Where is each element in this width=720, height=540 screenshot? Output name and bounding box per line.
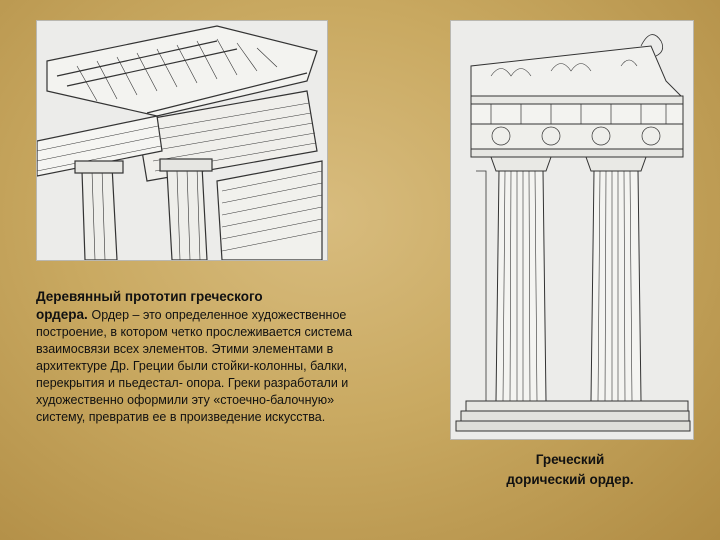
caption-body: Ордер – это определенное художественное построение, в котором четко прослеживается система взаимосвязи всех элементов. Этими элементами в архитектуре Др. Греции были стойки-колонны, балки, перекрытия и пьедестал- опора. Греки разработали и художественно оформили эту «стоечно-балочную» систему, превратив ее в произведение искусства. [36,308,353,424]
doric-temple-sketch [451,21,693,439]
wooden-prototype-caption [36,288,386,426]
doric-order-illustration [450,20,694,440]
doric-order-caption [480,450,660,489]
caption-title-line1: Деревянный прототип греческого [36,289,263,304]
caption-line2: дорический ордер. [506,471,634,487]
caption-line1: Греческий [535,452,605,467]
caption-title-line2: ордера. [36,307,92,323]
wooden-structure-sketch [37,21,327,260]
wooden-prototype-illustration [36,20,328,261]
